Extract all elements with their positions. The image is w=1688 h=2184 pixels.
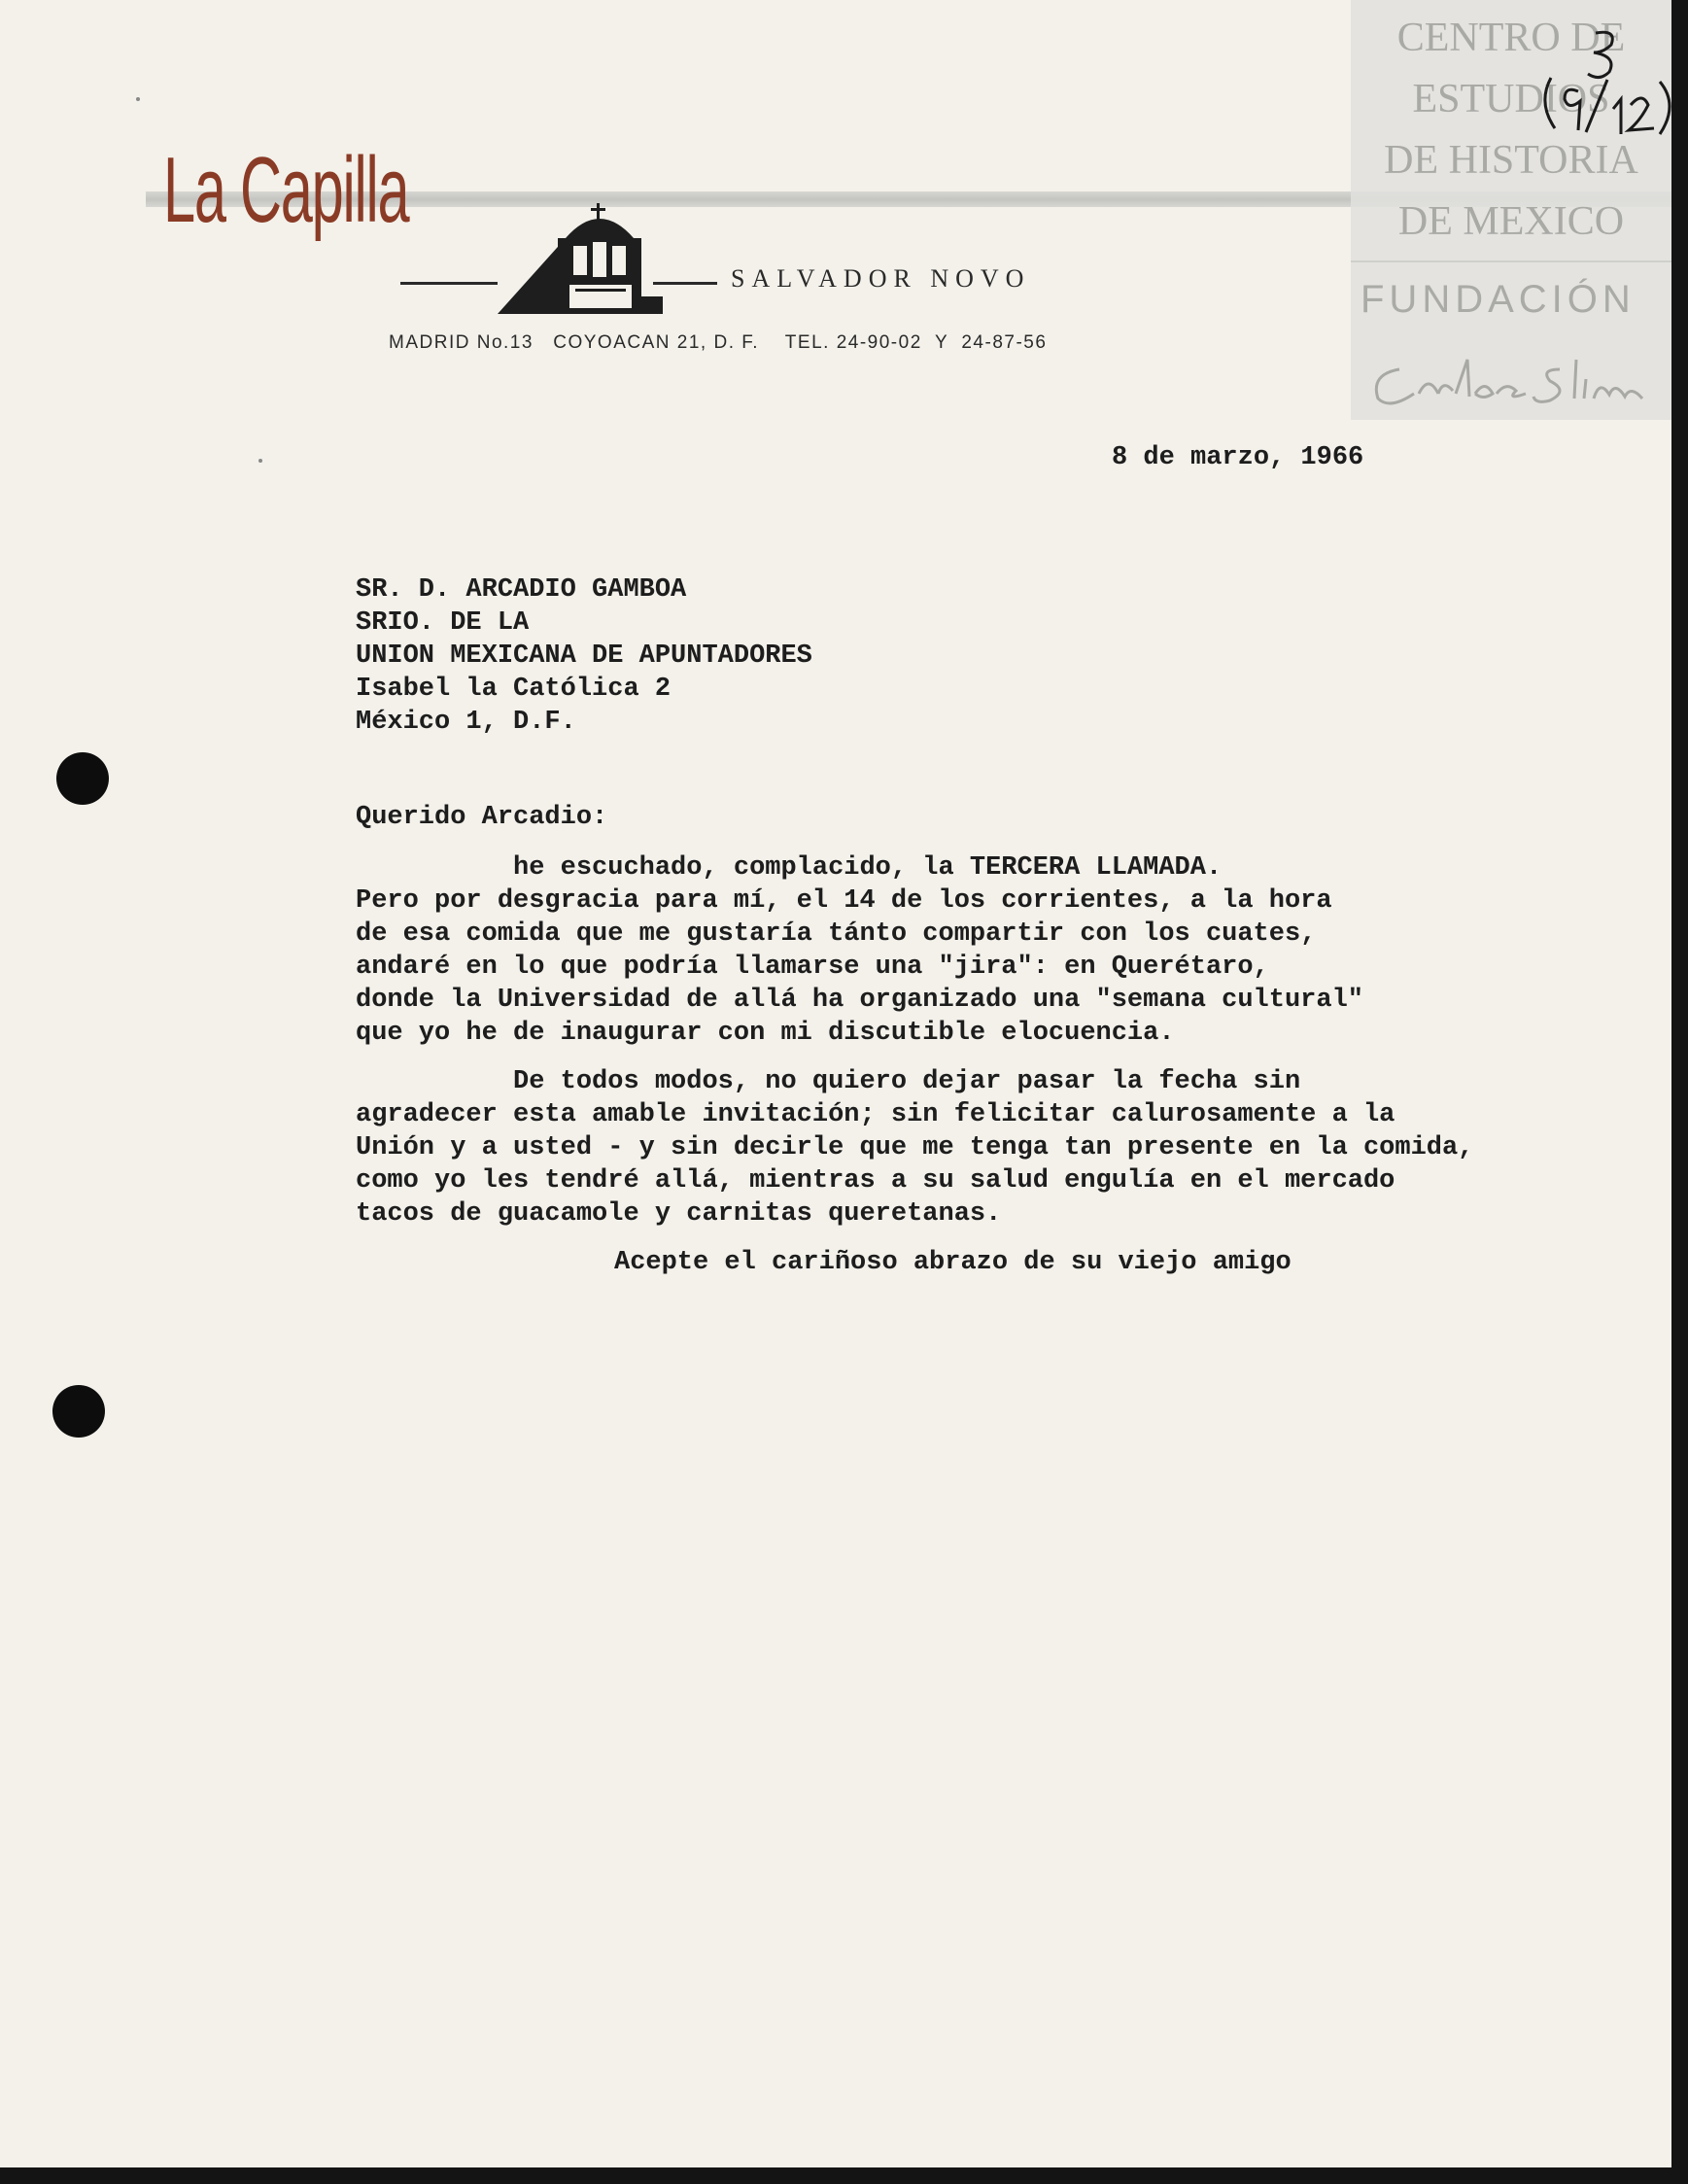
body-line: como yo les tendré allá, mientras a su salud engulía en el mercado (356, 1166, 1395, 1196)
stamp-line: DE MEXICO (1397, 199, 1625, 244)
body-paragraph-1 (356, 851, 1363, 1050)
recipient-line: SR. D. ARCADIO GAMBOA (356, 575, 687, 605)
carlos-slim-signature-icon (1361, 340, 1671, 418)
paper-speck (258, 459, 262, 463)
recipient-line: SRIO. DE LA (356, 608, 530, 638)
closing-line: Acepte el cariñoso abrazo de su viejo amigo (614, 1248, 1292, 1277)
body-paragraph-2 (356, 1065, 1473, 1231)
body-line: he escuchado, complacido, la TERCERA LLAMADA. (356, 853, 1223, 883)
punch-hole (52, 1385, 105, 1438)
letterhead-title: La Capilla (163, 138, 409, 242)
stamp-divider (1351, 260, 1671, 262)
body-line: tacos de guacamole y carnitas queretanas. (356, 1199, 1002, 1229)
stamp-line: ESTUDIOS (1412, 77, 1610, 121)
body-line: donde la Universidad de allá ha organizado una "semana cultural" (356, 986, 1363, 1015)
body-line: que yo he de inaugurar con mi discutible elocuencia. (356, 1019, 1175, 1048)
body-line: andaré en lo que podría llamarse una "jira": en Querétaro, (356, 953, 1269, 982)
body-line: De todos modos, no quiero dejar pasar la fecha sin (356, 1067, 1301, 1096)
recipient-block (356, 573, 812, 739)
body-line: Pero por desgracia para mí, el 14 de los corrientes, a la hora (356, 886, 1332, 916)
recipient-line: UNION MEXICANA DE APUNTADORES (356, 641, 812, 671)
recipient-line: México 1, D.F. (356, 708, 576, 737)
stamp-line: DE HISTORIA (1384, 138, 1638, 183)
stamp-line: CENTRO DE (1396, 16, 1626, 60)
body-line: agradecer esta amable invitación; sin felicitar calurosamente a la (356, 1100, 1395, 1129)
body-line: Unión y a usted - y sin decirle que me tenga tan presente en la comida, (356, 1133, 1474, 1162)
letterhead-name: SALVADOR NOVO (731, 264, 1031, 293)
handwritten-folio-icon (1535, 27, 1671, 144)
letter-date: 8 de marzo, 1966 (1112, 443, 1364, 472)
stamp-fundacion: FUNDACIÓN (1361, 278, 1636, 321)
letterhead-rule-left (400, 282, 498, 285)
punch-hole (56, 752, 109, 805)
recipient-line: Isabel la Católica 2 (356, 675, 672, 704)
chapel-logo-icon (498, 199, 663, 314)
paper-speck (136, 97, 140, 101)
body-line: de esa comida que me gustaría tánto compartir con los cuates, (356, 919, 1317, 949)
letterhead-address: MADRID No.13 COYOACAN 21, D. F. TEL. 24-90-02 Y 24-87-56 (389, 332, 1048, 353)
salutation: Querido Arcadio: (356, 803, 608, 832)
